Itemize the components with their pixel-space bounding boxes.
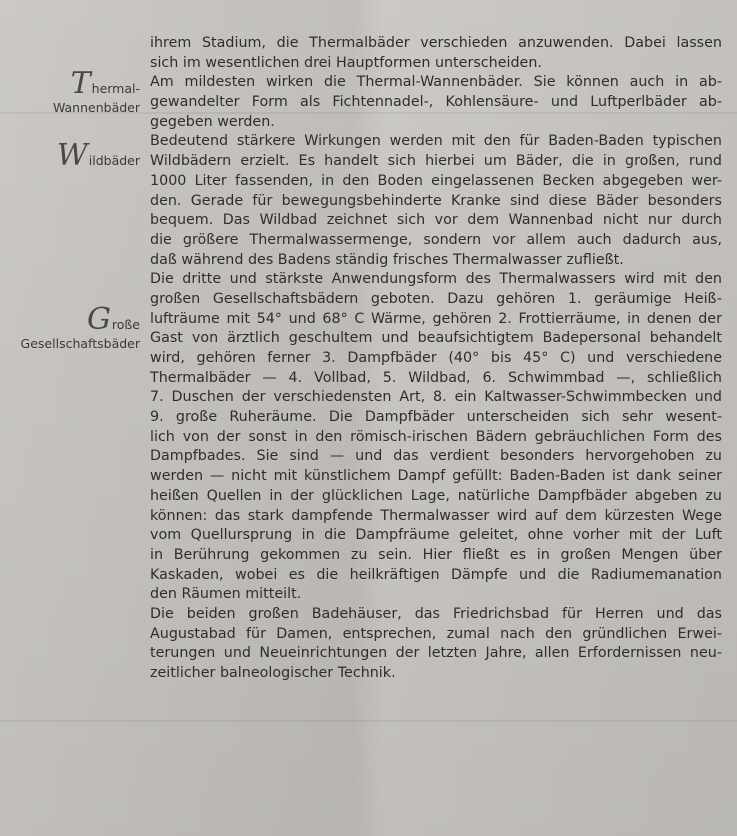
text-line: Gast von ärztlich geschultem und beaufsichtigtem Badepersonal behandelt xyxy=(150,330,722,347)
text-line: ihrem Stadium, die Thermalbäder verschieden anzuwenden. Dabei lassen xyxy=(150,35,722,51)
text-line: Augustabad für Damen, entsprechen, zumal nach den gründlichen Erwei- xyxy=(150,625,722,642)
margin-note-line xyxy=(56,138,140,173)
text-line: Am mildesten wirken die Thermal-Wannenbäder. Sie können auch in ab- xyxy=(150,74,722,91)
text-line: Bedeutend stärkere Wirkungen werden mit den für Baden-Baden typischen xyxy=(150,133,722,150)
margin-note-text: roße xyxy=(111,317,140,332)
text-line: den Räumen mitteilt. xyxy=(150,586,302,603)
text-line: vom Quellursprung in die Dampfräume geleitet, ohne vorher mit der Luft xyxy=(150,527,722,544)
text-line: wird, gehören ferner 3. Dampfbäder (40° bis 45° C) und verschiedene xyxy=(150,350,722,366)
text-line: lufträume mit 54° und 68° C Wärme, gehören 2. Frottierräume, in denen der xyxy=(150,310,722,327)
text-line: 1000 Liter fassenden, in den Boden eingelassenen Becken abgegeben wer- xyxy=(150,172,722,189)
text-line: heißen Quellen in der glücklichen Lage, natürliche Dampfbäder abgeben zu xyxy=(150,487,722,504)
margin-note-text: Wannenbäder xyxy=(52,100,140,115)
text-line: Die dritte und stärkste Anwendungsform des Thermalwassers wird mit den xyxy=(150,271,722,288)
text-line: 9. große Ruheräume. Die Dampfbäder unterscheiden sich sehr wesent- xyxy=(150,409,722,426)
text-line: können: das stark dampfende Thermalwasser wird auf dem kürzesten Wege xyxy=(150,507,722,524)
margin-note-line xyxy=(21,302,140,337)
text-line: werden — nicht mit künstlichem Dampf gefüllt: Baden-Baden ist dank seiner xyxy=(150,468,722,485)
margin-note-thermal-wannenbaeder xyxy=(52,66,140,117)
paper-fold-line xyxy=(0,720,737,722)
text-line: sich im wesentlichen drei Hauptformen unterscheiden. xyxy=(150,54,542,71)
body-text xyxy=(150,34,722,684)
text-line: Kaskaden, wobei es die heilkräftigen Dämpfe und die Radiumemanation xyxy=(150,566,722,583)
text-line: bequem. Das Wildbad zeichnet sich vor dem Wannenbad nicht nur durch xyxy=(150,212,722,229)
text-line: daß während des Badens ständig frisches Thermalwasser zufließt. xyxy=(150,251,624,268)
text-line: zeitlicher balneologischer Technik. xyxy=(150,665,396,681)
text-line: großen Gesellschaftsbädern geboten. Dazu gehören 1. geräumige Heiß- xyxy=(150,290,722,307)
text-line: Dampfbades. Sie sind — und das verdient besonders hervorgehoben zu xyxy=(150,448,722,465)
margin-note-initial: W xyxy=(56,138,88,173)
text-line: 7. Duschen der verschiedensten Art, 8. ein Kaltwasser-Schwimmbecken und xyxy=(150,389,722,406)
text-line: gegeben werden. xyxy=(150,113,275,130)
margin-note-text: hermal- xyxy=(91,81,140,96)
text-line: die größere Thermalwassermenge, sondern vor allem auch dadurch aus, xyxy=(150,231,722,248)
text-line: den. Gerade für bewegungsbehinderte Kranke sind diese Bäder besonders xyxy=(150,192,722,209)
margin-note-initial: T xyxy=(70,66,91,101)
text-line: Thermalbäder — 4. Vollbad, 5. Wildbad, 6. Schwimmbad —, schließlich xyxy=(150,369,722,386)
margin-note-initial: G xyxy=(86,302,111,337)
text-line: terungen und Neueinrichtungen der letzten Jahre, allen Erfordernissen neu- xyxy=(150,645,722,662)
margin-note-grosse-gesellschaftsbaeder xyxy=(20,302,140,353)
text-line: gewandelter Form als Fichtennadel-, Kohlensäure- und Luftperlbäder ab- xyxy=(150,94,722,111)
text-line: Wildbädern erzielt. Es handelt sich hierbei um Bäder, die in großen, rund xyxy=(150,153,722,170)
text-line: lich von der sonst in den römisch-irischen Bädern gebräuchlichen Form des xyxy=(150,428,722,445)
margin-note-line xyxy=(53,66,140,101)
text-line: Die beiden großen Badehäuser, das Friedrichsbad für Herren und das xyxy=(150,605,722,622)
text-line: in Berührung gekommen zu sein. Hier fließt es in großen Mengen über xyxy=(150,546,722,563)
margin-note-text: Gesellschaftsbäder xyxy=(20,336,140,351)
margin-note-wildbaeder xyxy=(56,138,140,173)
margin-note-text: ildbäder xyxy=(88,153,140,168)
